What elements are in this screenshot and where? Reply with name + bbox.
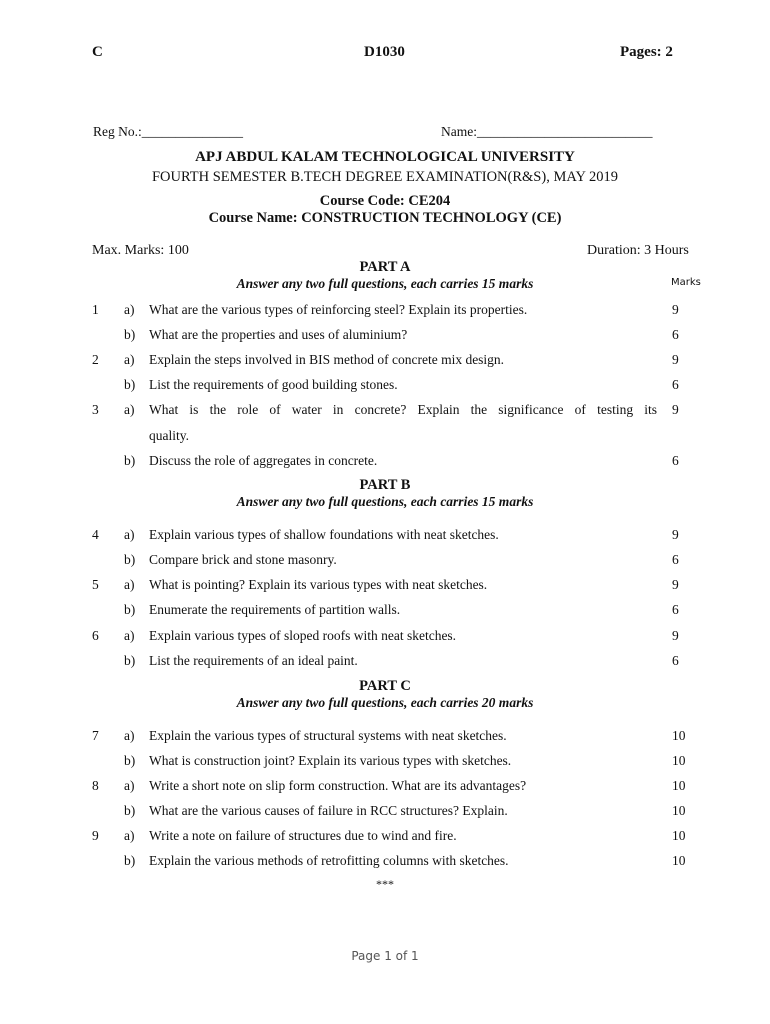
question-marks: 10 — [672, 778, 686, 793]
question-text: What is pointing? Explain its various types with neat sketches. — [149, 577, 488, 592]
question-marks: 9 — [672, 527, 679, 542]
question-number: 5 — [92, 577, 99, 592]
question-marks: 6 — [672, 653, 679, 668]
question-text: Explain the various types of structural systems with neat sketches. — [149, 728, 507, 743]
part-c-instruction: Answer any two full questions, each carries 20 marks — [236, 695, 534, 710]
question-row — [0, 302, 770, 324]
reg-no-field: Reg No.:_______________ — [93, 124, 243, 139]
question-text: What are the various causes of failure in RCC structures? Explain. — [149, 803, 508, 818]
end-mark: *** — [376, 877, 394, 891]
question-row — [0, 577, 770, 599]
question-marks: 6 — [672, 327, 679, 342]
question-row — [0, 402, 770, 450]
question-row — [0, 352, 770, 374]
question-row — [0, 552, 770, 574]
duration: Duration: 3 Hours — [587, 243, 689, 258]
question-number: 2 — [92, 352, 99, 367]
question-text: Write a short note on slip form construction. What are its advantages? — [149, 778, 527, 793]
sub-label: a) — [124, 352, 135, 367]
question-marks: 6 — [672, 552, 679, 567]
question-number: 9 — [92, 828, 99, 843]
part-b-instruction: Answer any two full questions, each carries 15 marks — [236, 494, 534, 509]
question-row — [0, 853, 770, 875]
sub-label: a) — [124, 628, 135, 643]
part-b-title: PART B — [359, 477, 411, 493]
question-marks: 9 — [672, 402, 679, 417]
sub-label: a) — [124, 728, 135, 743]
question-text: Explain the various methods of retrofitting columns with sketches. — [149, 853, 509, 868]
question-row — [0, 628, 770, 650]
sub-label: a) — [124, 778, 135, 793]
sub-label: a) — [124, 302, 135, 317]
sub-label: b) — [124, 853, 136, 868]
university-name: APJ ABDUL KALAM TECHNOLOGICAL UNIVERSITY — [195, 149, 575, 165]
max-marks: Max. Marks: 100 — [92, 243, 189, 258]
question-marks: 10 — [672, 753, 686, 768]
sub-label: a) — [124, 527, 135, 542]
sub-label: a) — [124, 828, 135, 843]
question-marks: 10 — [672, 728, 686, 743]
question-row — [0, 753, 770, 775]
question-marks: 9 — [672, 302, 679, 317]
question-text: Explain various types of sloped roofs with neat sketches. — [149, 628, 457, 643]
page-footer: Page 1 of 1 — [351, 949, 419, 963]
question-marks: 9 — [672, 628, 679, 643]
exam-title: FOURTH SEMESTER B.TECH DEGREE EXAMINATION(R&S), MAY 2019 — [151, 169, 619, 185]
question-text: Discuss the role of aggregates in concrete. — [149, 453, 378, 468]
question-text: List the requirements of good building stones. — [149, 377, 398, 392]
sub-label: b) — [124, 803, 136, 818]
part-a-title: PART A — [359, 259, 411, 275]
question-number: 8 — [92, 778, 99, 793]
question-text: List the requirements of an ideal paint. — [149, 653, 358, 668]
question-number: 7 — [92, 728, 99, 743]
question-row — [0, 828, 770, 850]
sub-label: b) — [124, 377, 136, 392]
part-a-instruction: Answer any two full questions, each carries 15 marks — [236, 276, 534, 291]
question-row — [0, 527, 770, 549]
question-number: 3 — [92, 402, 99, 417]
question-text: What are the various types of reinforcing steel? Explain its properties. — [149, 302, 528, 317]
marks-column-label: Marks — [671, 277, 701, 288]
question-text: What is the role of water in concrete? Explain the significance of testing its — [149, 402, 657, 417]
question-number: 4 — [92, 527, 99, 542]
question-row — [0, 327, 770, 349]
question-marks: 6 — [672, 602, 679, 617]
question-row — [0, 653, 770, 675]
question-number: 6 — [92, 628, 99, 643]
sub-label: b) — [124, 327, 136, 342]
question-marks: 9 — [672, 577, 679, 592]
sub-label: b) — [124, 552, 136, 567]
name-field: Name:__________________________ — [441, 124, 653, 139]
question-row — [0, 778, 770, 800]
question-text: What are the properties and uses of aluminium? — [149, 327, 408, 342]
course-code: Course Code: CE204 — [319, 193, 451, 209]
question-row — [0, 453, 770, 475]
question-text: Write a note on failure of structures due to wind and fire. — [149, 828, 457, 843]
page-count: Pages: 2 — [620, 44, 673, 60]
question-row — [0, 728, 770, 750]
sub-label: a) — [124, 577, 135, 592]
course-name: Course Name: CONSTRUCTION TECHNOLOGY (CE) — [208, 210, 562, 226]
question-text-continued: quality. — [149, 428, 189, 443]
question-marks: 6 — [672, 377, 679, 392]
question-number: 1 — [92, 302, 99, 317]
question-row — [0, 377, 770, 399]
part-c-title: PART C — [359, 678, 411, 694]
question-marks: 10 — [672, 853, 686, 868]
sub-label: a) — [124, 402, 135, 417]
question-text: Enumerate the requirements of partition walls. — [149, 602, 401, 617]
question-marks: 9 — [672, 352, 679, 367]
sub-label: b) — [124, 602, 136, 617]
paper-code: D1030 — [364, 44, 405, 60]
sub-label: b) — [124, 753, 136, 768]
question-row — [0, 602, 770, 624]
question-text: What is construction joint? Explain its various types with sketches. — [149, 753, 512, 768]
question-text: Compare brick and stone masonry. — [149, 552, 337, 567]
question-marks: 10 — [672, 803, 686, 818]
question-row — [0, 803, 770, 825]
question-text: Explain the steps involved in BIS method of concrete mix design. — [149, 352, 505, 367]
set-code: C — [92, 44, 103, 60]
question-text: Explain various types of shallow foundations with neat sketches. — [149, 527, 499, 542]
sub-label: b) — [124, 653, 136, 668]
question-marks: 10 — [672, 828, 686, 843]
question-marks: 6 — [672, 453, 679, 468]
sub-label: b) — [124, 453, 136, 468]
